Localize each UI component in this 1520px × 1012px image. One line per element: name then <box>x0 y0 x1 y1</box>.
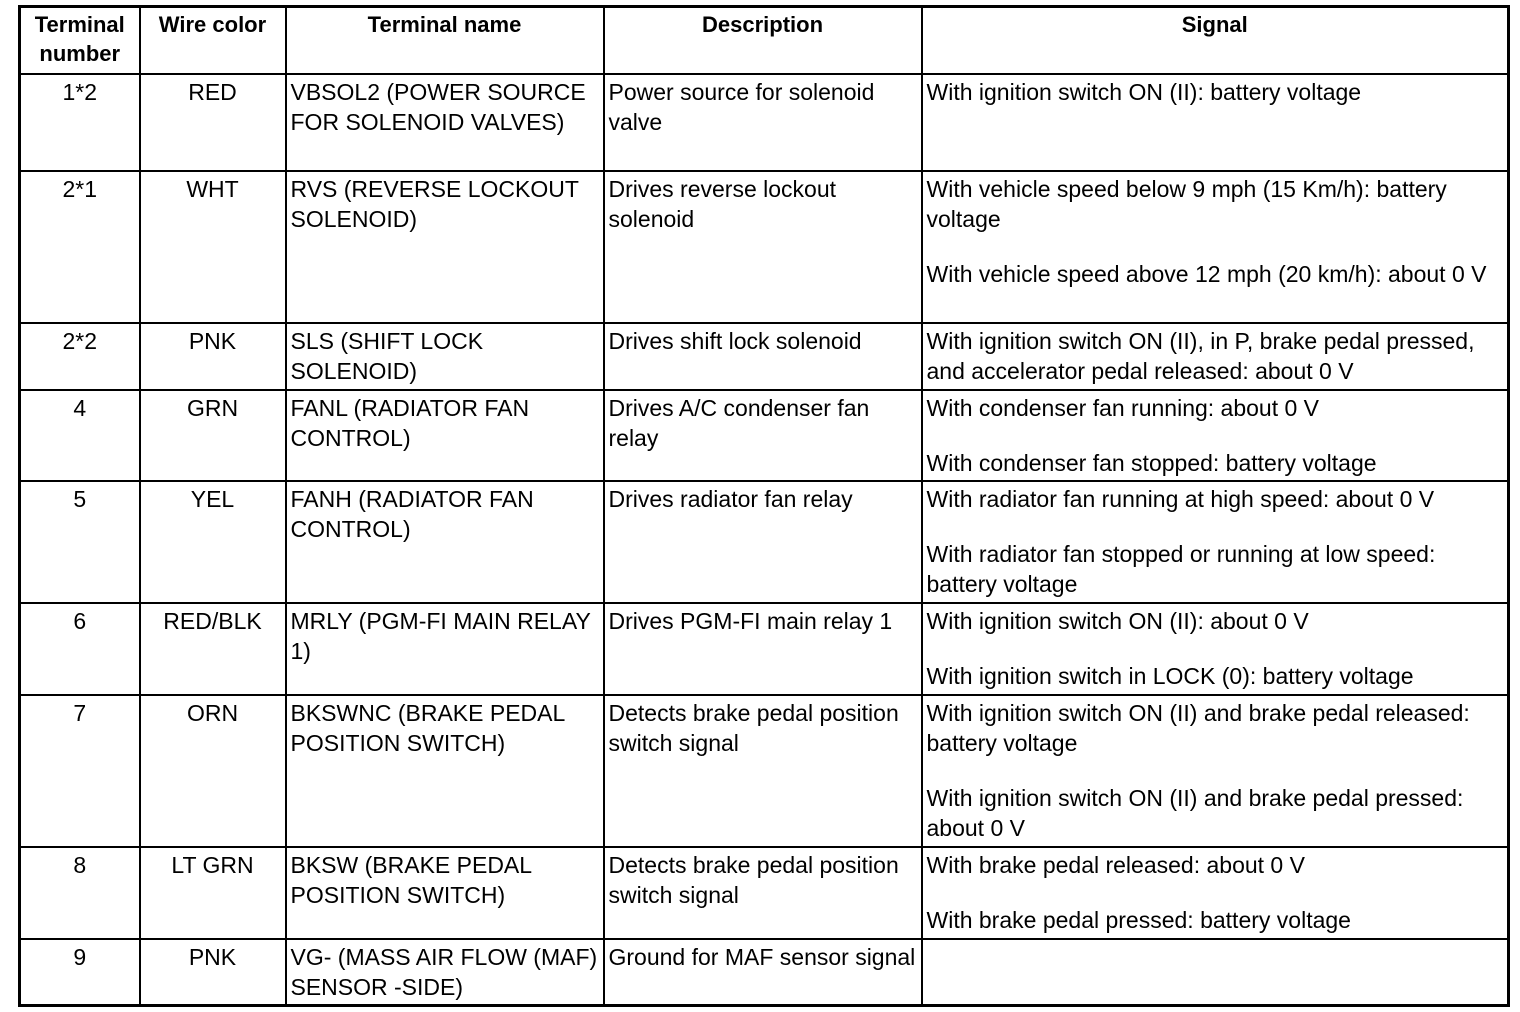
signal-cell <box>922 603 1509 695</box>
description-cell: Power source for solenoid valve <box>604 74 922 171</box>
terminal-number-cell: 2*2 <box>20 323 140 390</box>
table-body <box>20 74 1509 1006</box>
header-row <box>20 7 1509 74</box>
table-row <box>20 481 1509 603</box>
signal-cell <box>922 323 1509 390</box>
signal-cell <box>922 481 1509 603</box>
terminal-table <box>18 5 1510 1007</box>
description-cell: Drives PGM-FI main relay 1 <box>604 603 922 695</box>
terminal-name-cell: MRLY (PGM-FI MAIN RELAY 1) <box>286 603 604 695</box>
header-terminal-number: Terminal number <box>20 7 140 74</box>
description-cell: Drives reverse lockout solenoid <box>604 171 922 323</box>
table-row <box>20 390 1509 481</box>
terminal-number-cell: 9 <box>20 939 140 1006</box>
terminal-number-cell: 8 <box>20 847 140 939</box>
table-row <box>20 939 1509 1006</box>
wire-color-cell: WHT <box>140 171 286 323</box>
terminal-number-cell: 6 <box>20 603 140 695</box>
wire-color-cell: YEL <box>140 481 286 603</box>
signal-text: With condenser fan stopped: battery voltage <box>926 449 1377 476</box>
signal-text: With ignition switch ON (II) and brake pedal released: battery voltage <box>926 699 1470 756</box>
header-terminal-name: Terminal name <box>286 7 604 74</box>
signal-text: With ignition switch in LOCK (0): battery voltage <box>926 662 1414 689</box>
signal-text: With brake pedal released: about 0 V <box>926 851 1305 878</box>
description-cell: Ground for MAF sensor signal <box>604 939 922 1006</box>
signal-cell <box>922 939 1509 1006</box>
header-description: Description <box>604 7 922 74</box>
table-row <box>20 603 1509 695</box>
wire-color-cell: PNK <box>140 323 286 390</box>
description-cell: Detects brake pedal position switch signal <box>604 695 922 847</box>
signal-text: With vehicle speed above 12 mph (20 km/h): about 0 V <box>926 260 1487 287</box>
signal-text: With brake pedal pressed: battery voltage <box>926 906 1351 933</box>
terminal-number-cell: 7 <box>20 695 140 847</box>
wire-color-cell: GRN <box>140 390 286 481</box>
terminal-name-cell: BKSWNC (BRAKE PEDAL POSITION SWITCH) <box>286 695 604 847</box>
table-row <box>20 74 1509 171</box>
header-signal: Signal <box>922 7 1509 74</box>
terminal-name-cell: VG- (MASS AIR FLOW (MAF) SENSOR -SIDE) <box>286 939 604 1006</box>
signal-cell <box>922 847 1509 939</box>
wire-color-cell: PNK <box>140 939 286 1006</box>
signal-text: With ignition switch ON (II), in P, brake pedal pressed, and accelerator pedal released: about 0 V <box>926 327 1475 384</box>
signal-text: With vehicle speed below 9 mph (15 Km/h): battery voltage <box>926 175 1447 232</box>
signal-text: With radiator fan running at high speed: about 0 V <box>926 485 1435 512</box>
wire-color-cell: RED <box>140 74 286 171</box>
signal-cell <box>922 74 1509 171</box>
description-cell: Drives A/C condenser fan relay <box>604 390 922 481</box>
terminal-name-cell: SLS (SHIFT LOCK SOLENOID) <box>286 323 604 390</box>
signal-text: With radiator fan stopped or running at low speed: battery voltage <box>926 540 1436 597</box>
signal-cell <box>922 171 1509 323</box>
signal-text: With ignition switch ON (II): about 0 V <box>926 607 1309 634</box>
terminal-name-cell: FANH (RADIATOR FAN CONTROL) <box>286 481 604 603</box>
signal-cell <box>922 390 1509 481</box>
terminal-name-cell: FANL (RADIATOR FAN CONTROL) <box>286 390 604 481</box>
terminal-number-cell: 1*2 <box>20 74 140 171</box>
table-row <box>20 323 1509 390</box>
signal-text: With ignition switch ON (II) and brake pedal pressed: about 0 V <box>926 784 1464 841</box>
wire-color-cell: RED/BLK <box>140 603 286 695</box>
table-row <box>20 171 1509 323</box>
wire-color-cell: ORN <box>140 695 286 847</box>
description-cell: Drives shift lock solenoid <box>604 323 922 390</box>
terminal-number-cell: 2*1 <box>20 171 140 323</box>
signal-text: With condenser fan running: about 0 V <box>926 394 1320 421</box>
signal-cell <box>922 695 1509 847</box>
description-cell: Drives radiator fan relay <box>604 481 922 603</box>
table-row <box>20 695 1509 847</box>
terminal-name-cell: BKSW (BRAKE PEDAL POSITION SWITCH) <box>286 847 604 939</box>
description-cell: Detects brake pedal position switch signal <box>604 847 922 939</box>
signal-text: With ignition switch ON (II): battery voltage <box>926 78 1362 105</box>
terminal-number-cell: 5 <box>20 481 140 603</box>
header-wire-color: Wire color <box>140 7 286 74</box>
terminal-name-cell: VBSOL2 (POWER SOURCE FOR SOLENOID VALVES) <box>286 74 604 171</box>
table-row <box>20 847 1509 939</box>
terminal-name-cell: RVS (REVERSE LOCKOUT SOLENOID) <box>286 171 604 323</box>
terminal-number-cell: 4 <box>20 390 140 481</box>
wire-color-cell: LT GRN <box>140 847 286 939</box>
